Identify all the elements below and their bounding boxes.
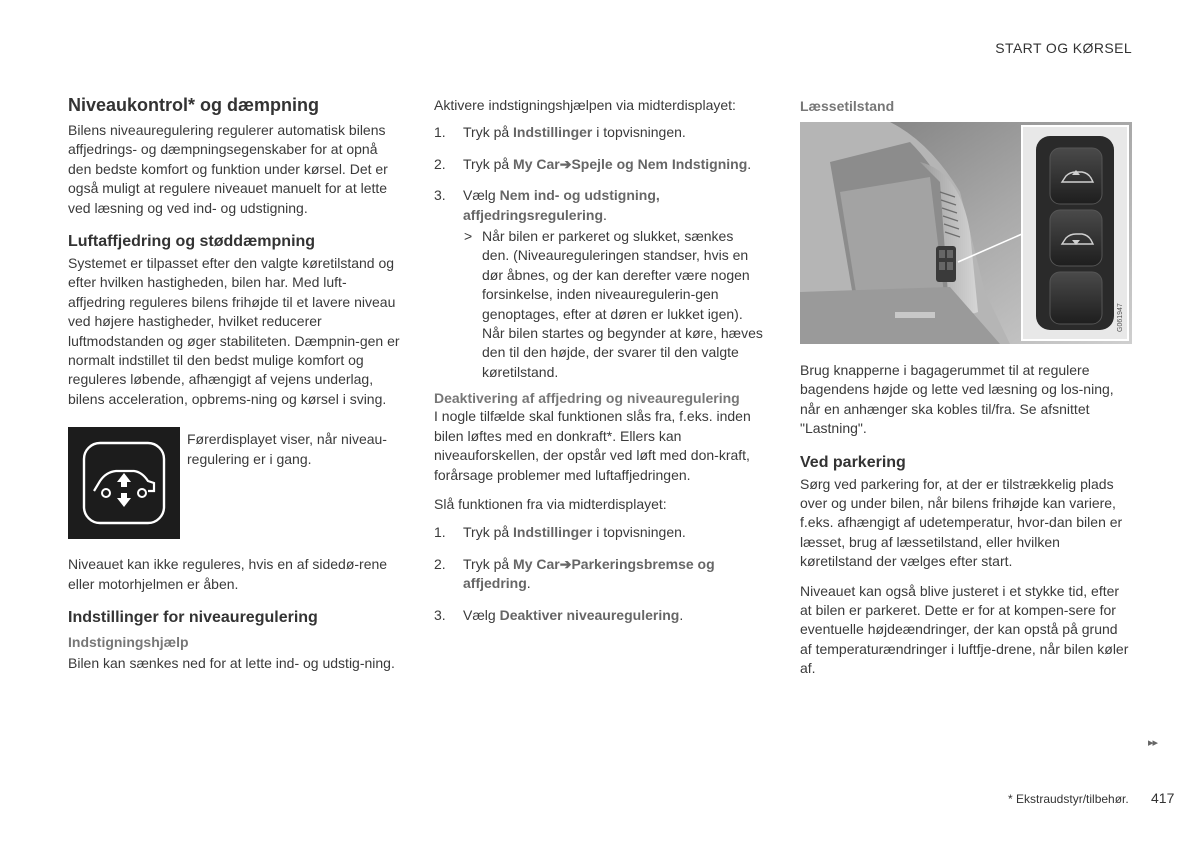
heading-parking: Ved parkering bbox=[800, 453, 906, 471]
column-left bbox=[68, 94, 402, 674]
list-item: 3. Vælg Deaktiver niveauregulering. bbox=[434, 606, 684, 623]
column-right bbox=[800, 96, 1132, 679]
activate-steps-list bbox=[434, 123, 764, 225]
list-item: 1. Tryk på Indstillinger i topvisningen. bbox=[434, 124, 686, 141]
level-control-indicator-icon bbox=[68, 427, 180, 539]
intro-paragraph: Bilens niveauregulering regulerer automatisk bilens affjedrings- og dæmpningsegenskaber for at opnå den bedste komfort og funktion under kørsel. Det er også muligt at regulere niveauet manuelt for at lette ved læsning og ved ind- og udstigning. bbox=[68, 122, 388, 216]
menu-path-mirrors: Spejle og Nem Indstigning bbox=[571, 155, 748, 172]
heading-loading-mode: Læssetilstand bbox=[800, 98, 895, 114]
heading-level-settings: Indstillinger for niveauregulering bbox=[68, 609, 318, 627]
menu-path-easy-entry: Nem ind- og udstigning, affjedringsregulering bbox=[463, 187, 660, 223]
continue-arrows-icon: ▸▸ bbox=[1148, 737, 1158, 749]
air-suspension-paragraph: Systemet er tilpasset efter den valgte køretilstand og efter hvilken hastigheden, bilen har. Med luft-affjedring reguleres bilens frihøjde til et lavere niveau ved højere hastigheder, hvilket reducerer luftmodstanden og øger stabiliteten. Dæmpnin-gen er normalt indstillet til den bedst mulige komfort og reguleres løbende, afhængigt af vejens underlag, bilens acceleration, opbrems-ning og kørsel i sving. bbox=[68, 255, 400, 407]
list-item: 3. Vælg Nem ind- og udstigning, affjedringsregulering. bbox=[434, 187, 660, 223]
menu-path-settings: Indstillinger bbox=[513, 124, 593, 141]
parking-paragraph-2: Niveauet kan også blive justeret i et stykke tid, efter at bilen er parkeret. Dette er for at kompen-sere for eventuelle højdeændringer, der kan opstå på grund af temperaturændringer i luftfje-drene, når bilen køler af. bbox=[800, 582, 1129, 677]
parking-paragraph: Sørg ved parkering for, at der er tilstrækkelig plads over og under bilen, når bilens frihøjde kan variere, f.eks. afhængigt af udetemperatur, hvor-dan bilen er læsset, brug af læssetilstand, eller hvilken køretilstand der vælges efter start. bbox=[800, 475, 1123, 570]
loading-mode-paragraph: Brug knapperne i bagagerummet til at regulere bagendens højde og lette ved læsning og los-ning, når en anhænger ska kobles til/fra. Se afsnittet "Lastning". bbox=[800, 362, 1114, 437]
menu-path-my-car: My Car bbox=[513, 155, 560, 172]
door-note: Niveauet kan ikke reguleres, hvis en af sidedø-rene eller motorhjelmen er åben. bbox=[68, 556, 388, 592]
column-middle bbox=[434, 96, 764, 633]
list-item: 2. Tryk på My Car➔Spejle og Nem Indstigning. bbox=[434, 155, 752, 172]
deactivate-steps-list bbox=[434, 523, 764, 625]
deactivate-intro: Slå funktionen fra via midterdisplayet: bbox=[434, 495, 667, 512]
image-code: G061947 bbox=[1117, 303, 1124, 332]
heading-entry-help: Indstigningshjælp bbox=[68, 634, 189, 651]
section-header: START OG KØRSEL bbox=[995, 40, 1132, 56]
list-item: 1. Tryk på Indstillinger i topvisningen. bbox=[434, 524, 686, 541]
footnote: * Ekstraudstyr/tilbehør. bbox=[1008, 792, 1129, 806]
arrow-right-icon: ➔ bbox=[559, 155, 572, 172]
menu-path-deactivate: Deaktiver niveauregulering bbox=[499, 606, 680, 623]
page-number: 417 bbox=[1151, 790, 1175, 806]
menu-path-my-car: My Car bbox=[513, 555, 560, 572]
list-item: 2. Tryk på My Car➔Parkeringsbremse og affjedring. bbox=[434, 555, 715, 592]
entry-help-paragraph: Bilen kan sænkes ned for at lette ind- og udstig-ning. bbox=[68, 655, 395, 672]
heading-air-suspension: Luftaffjedring og støddæmpning bbox=[68, 233, 316, 251]
arrow-right-icon: ➔ bbox=[559, 555, 572, 572]
menu-path-parking-brake: Parkeringsbremse og affjedring bbox=[463, 555, 715, 592]
activate-intro: Aktivere indstigningshjælpen via midterdisplayet: bbox=[434, 97, 736, 113]
indicator-caption: Førerdisplayet viser, når niveau-regulering er i gang. bbox=[187, 431, 387, 467]
step-result bbox=[434, 227, 764, 382]
result-marker: > bbox=[464, 228, 473, 245]
heading-deactivation: Deaktivering af affjedring og niveauregulering bbox=[434, 390, 740, 407]
page-title: Niveaukontrol* og dæmpning bbox=[68, 95, 320, 115]
menu-path-settings: Indstillinger bbox=[513, 524, 593, 541]
result-text: Når bilen er parkeret og slukket, sænkes den. (Niveaureguleringen standser, hvis en dør åbnes, og der kan derefter være nogen forsinkelse, inden niveauregulerin-gen genoptages, efter at døren er lukket igen). Når bilen startes og begynder at køre, hæves den til den højde, der svarer til den valgte køretilstand. bbox=[482, 228, 763, 380]
deactivation-paragraph: I nogle tilfælde skal funktionen slås fra, f.eks. inden bilen løftes med en donkraft*. Ellers kan niveauforskellen, der opstår ved løft med don-kraft, forårsage problemer med luftaffjedringen. bbox=[434, 408, 751, 483]
luggage-buttons-photo bbox=[800, 122, 1132, 344]
level-indicator-figure bbox=[68, 427, 402, 539]
